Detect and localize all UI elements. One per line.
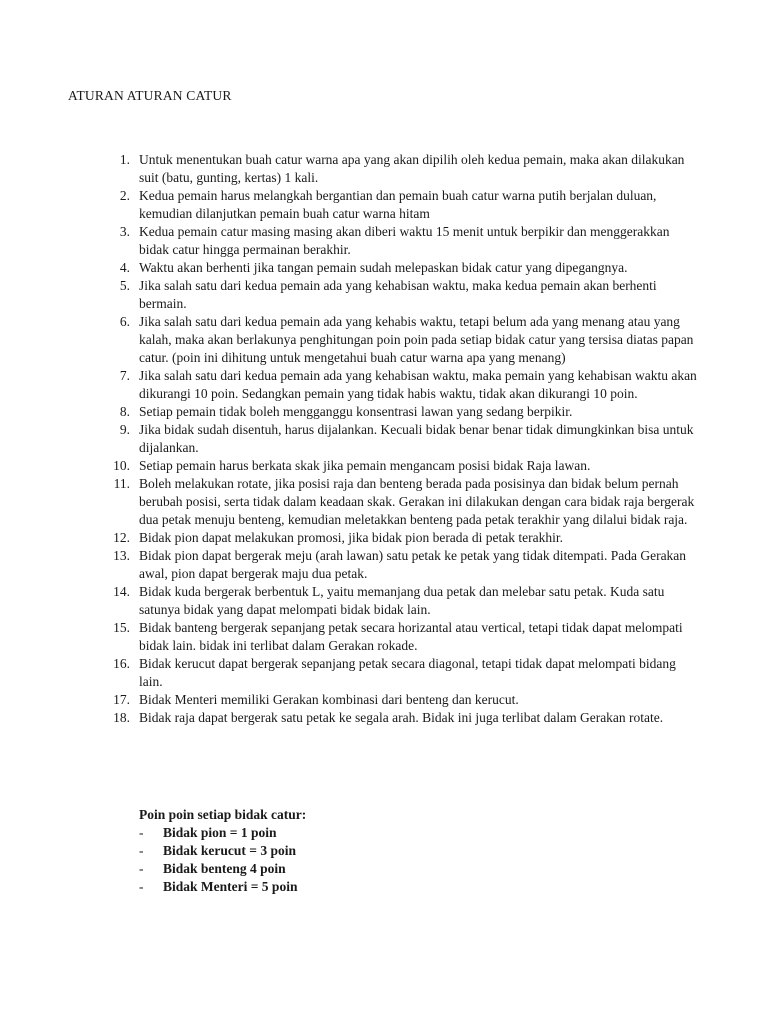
rule-text: Jika salah satu dari kedua pemain ada yang kehabisan waktu, maka pemain yang kehabisan waktu akan dikurangi 10 poin. Sedangkan pemain yang tidak habis waktu, tidak akan dikurangi 10 poin. [139,368,697,401]
rule-text: Bidak pion dapat melakukan promosi, jika bidak pion berada di petak terakhir. [139,530,564,545]
rule-number: 17. [113,692,130,707]
rule-item [0,403,699,421]
rule-text: Bidak pion dapat bergerak meju (arah lawan) satu petak ke petak yang tidak ditempati. Pada Gerakan awal, pion dapat bergerak maju dua petak. [139,548,687,581]
rule-item [0,475,699,529]
rule-number: 13. [113,548,130,563]
points-text: Bidak kerucut = 3 poin [163,843,296,858]
rule-item [0,583,699,619]
points-item [139,824,699,842]
rule-number: 10. [113,458,130,473]
rule-item [0,313,699,367]
rule-item [0,547,699,583]
points-dash: - [139,843,144,858]
rule-number: 8. [119,404,130,419]
rule-text: Jika salah satu dari kedua pemain ada yang kehabisan waktu, maka kedua pemain akan berhenti bermain. [139,278,657,311]
rule-text: Bidak raja dapat bergerak satu petak ke segala arah. Bidak ini juga terlibat dalam Gerakan rotate. [139,710,664,725]
points-text: Bidak pion = 1 poin [163,825,277,840]
rule-text: Kedua pemain catur masing masing akan diberi waktu 15 menit untuk berpikir dan menggerakkan bidak catur hingga permainan berakhir. [139,224,670,257]
rule-item [0,529,699,547]
rule-number: 9. [119,422,130,437]
rule-text: Setiap pemain tidak boleh mengganggu konsentrasi lawan yang sedang berpikir. [139,404,573,419]
points-item [139,878,699,896]
points-list [139,824,699,896]
points-dash: - [139,825,144,840]
rule-text: Bidak kuda bergerak berbentuk L, yaitu memanjang dua petak dan melebar satu petak. Kuda satu satunya bidak yang dapat melompati bidak bidak lain. [139,584,665,617]
rule-number: 11. [113,476,130,491]
rule-item [0,655,699,691]
points-item [139,860,699,878]
rule-text: Bidak banteng bergerak sepanjang petak secara horizantal atau vertical, tetapi tidak dapat melompati bidak lain. bidak ini terlibat dalam Gerakan rokade. [139,620,683,653]
rules-list [0,151,768,727]
rule-text: Jika bidak sudah disentuh, harus dijalankan. Kecuali bidak benar benar tidak dimungkinkan bisa untuk dijalankan. [139,422,694,455]
rule-item [0,259,699,277]
rule-number: 15. [113,620,130,635]
rule-number: 4. [119,260,130,275]
rule-number: 5. [119,278,130,293]
rule-number: 6. [119,314,130,329]
rule-item [0,367,699,403]
points-item [139,842,699,860]
rule-item [0,151,699,187]
rule-number: 2. [119,188,130,203]
rule-number: 3. [119,224,130,239]
points-dash: - [139,879,144,894]
rule-item [0,187,699,223]
rule-text: Kedua pemain harus melangkah bergantian dan pemain buah catur warna putih berjalan duluan, kemudian dilanjutkan pemain buah catur warna hitam [139,188,657,221]
rule-text: Waktu akan berhenti jika tangan pemain sudah melepaskan bidak catur yang dipegangnya. [139,260,628,275]
points-dash: - [139,861,144,876]
rule-text: Boleh melakukan rotate, jika posisi raja dan benteng berada pada posisinya dan bidak belum pernah berubah posisi, serta tidak dalam keadaan skak. Gerakan ini dilakukan dengan cara bidak raja bergerak dua petak menuju benteng, kemudian meletakkan benteng pada petak terakhir yang dilalui bidak raja. [139,476,695,527]
rule-text: Jika salah satu dari kedua pemain ada yang kehabis waktu, tetapi belum ada yang menang atau yang kalah, maka akan berlakunya penghitungan poin poin pada setiap bidak catur yang tersisa diatas papan catur. (poin ini dihitung untuk mengetahui buah catur warna apa yang menang) [139,314,694,365]
rule-item [0,457,699,475]
points-title: Poin poin setiap bidak catur: [139,807,307,822]
rule-number: 14. [113,584,130,599]
rule-number: 12. [113,530,130,545]
rule-item [0,691,699,709]
points-section [139,806,699,896]
document-title: ATURAN ATURAN CATUR [68,88,232,103]
rule-item [0,421,699,457]
rule-number: 16. [113,656,130,671]
rule-text: Bidak kerucut dapat bergerak sepanjang petak secara diagonal, tetapi tidak dapat melompati bidang lain. [139,656,676,689]
rule-text: Untuk menentukan buah catur warna apa yang akan dipilih oleh kedua pemain, maka akan dilakukan suit (batu, gunting, kertas) 1 kali. [139,152,685,185]
rule-text: Bidak Menteri memiliki Gerakan kombinasi dari benteng dan kerucut. [139,692,519,707]
rule-item [0,277,699,313]
rule-text: Setiap pemain harus berkata skak jika pemain mengancam posisi bidak Raja lawan. [139,458,591,473]
points-text: Bidak Menteri = 5 poin [163,879,298,894]
points-text: Bidak benteng 4 poin [163,861,286,876]
rule-item [0,619,699,655]
rule-number: 18. [113,710,130,725]
rule-number: 1. [119,152,130,167]
rule-number: 7. [119,368,130,383]
rule-item [0,709,699,727]
rule-item [0,223,699,259]
